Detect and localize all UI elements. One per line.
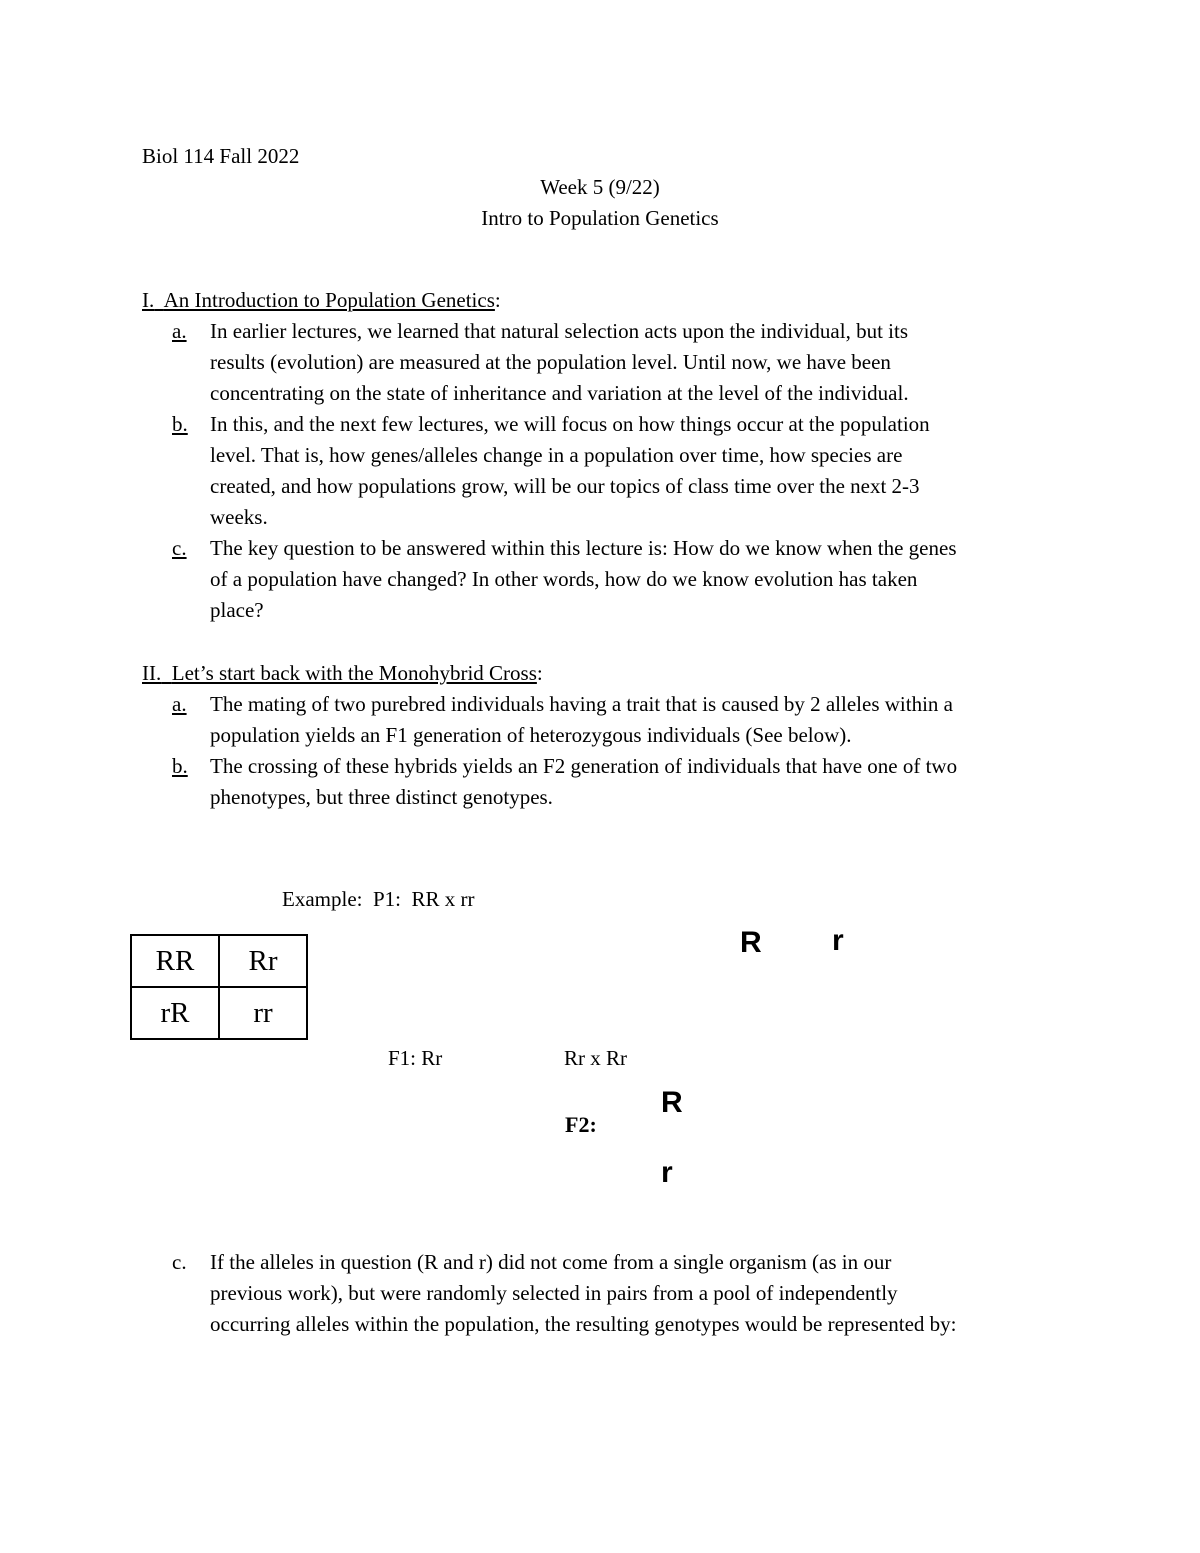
item-line: The key question to be answered within this lecture is: How do we know when the genes xyxy=(210,536,957,560)
item-line: weeks. xyxy=(210,505,268,529)
item-line: previous work), but were randomly selected in pairs from a pool of independently xyxy=(210,1281,898,1305)
item-line: concentrating on the state of inheritance and variation at the level of the individual. xyxy=(210,381,909,405)
f2-label: F2: xyxy=(565,1112,597,1137)
side-allele-R: R xyxy=(661,1086,683,1119)
section-2-item-b xyxy=(172,751,1060,813)
item-line: In this, and the next few lectures, we will focus on how things occur at the population xyxy=(210,412,930,436)
topic-heading: Intro to Population Genetics xyxy=(481,206,719,230)
top-allele-R: R xyxy=(740,926,762,959)
section-2-heading: II. Let’s start back with the Monohybrid Cross: xyxy=(142,661,543,685)
item-line: results (evolution) are measured at the population level. Until now, we have been xyxy=(210,350,891,374)
item-line: population yields an F1 generation of heterozygous individuals (See below). xyxy=(210,723,852,747)
week-heading: Week 5 (9/22) xyxy=(540,175,660,199)
section-1-item-a xyxy=(172,316,1060,409)
item-line: level. That is, how genes/alleles change in a population over time, how species are xyxy=(210,443,903,467)
item-line: If the alleles in question (R and r) did not come from a single organism (as in our xyxy=(210,1250,892,1274)
section-2-item-a xyxy=(172,689,1060,751)
punnett-cell: rR xyxy=(131,987,219,1039)
item-label: b. xyxy=(172,754,188,778)
item-label: b. xyxy=(172,412,188,436)
punnett-row xyxy=(131,987,307,1039)
item-line: of a population have changed? In other words, how do we know evolution has taken xyxy=(210,567,918,591)
item-line: The crossing of these hybrids yields an F2 generation of individuals that have one of two xyxy=(210,754,958,778)
section-1-item-b xyxy=(172,409,1060,533)
section-2-number: II. xyxy=(142,661,162,685)
top-allele-r: r xyxy=(832,924,844,957)
item-line: place? xyxy=(210,598,264,622)
punnett-cell: RR xyxy=(131,935,219,987)
item-label: c. xyxy=(172,536,187,560)
cross-text: Rr x Rr xyxy=(564,1046,627,1070)
item-label: a. xyxy=(172,692,187,716)
item-line: phenotypes, but three distinct genotypes. xyxy=(210,785,553,809)
section-1-number: I. xyxy=(142,288,155,312)
punnett-cell: rr xyxy=(219,987,307,1039)
side-allele-r: r xyxy=(661,1156,673,1189)
item-line: In earlier lectures, we learned that natural selection acts upon the individual, but its xyxy=(210,319,909,343)
section-2-title: Let’s start back with the Monohybrid Cross xyxy=(171,661,537,685)
section-1-title: An Introduction to Population Genetics xyxy=(163,288,495,312)
item-label: a. xyxy=(172,319,187,343)
course-header: Biol 114 Fall 2022 xyxy=(142,144,300,168)
punnett-square xyxy=(130,934,308,1040)
item-line: The mating of two purebred individuals having a trait that is caused by 2 alleles within a xyxy=(210,692,953,716)
example-text: Example: P1: RR x rr xyxy=(282,887,475,911)
punnett-row xyxy=(131,935,307,987)
section-1-item-c xyxy=(172,533,1060,626)
punnett-cell: Rr xyxy=(219,935,307,987)
item-c xyxy=(172,1247,1060,1340)
item-line: occurring alleles within the population, the resulting genotypes would be represented by: xyxy=(210,1312,957,1336)
f1-text: F1: Rr xyxy=(388,1046,443,1070)
item-label: c. xyxy=(172,1250,187,1274)
section-1-heading: I. An Introduction to Population Genetics: xyxy=(142,288,501,312)
item-line: created, and how populations grow, will be our topics of class time over the next 2-3 xyxy=(210,474,920,498)
